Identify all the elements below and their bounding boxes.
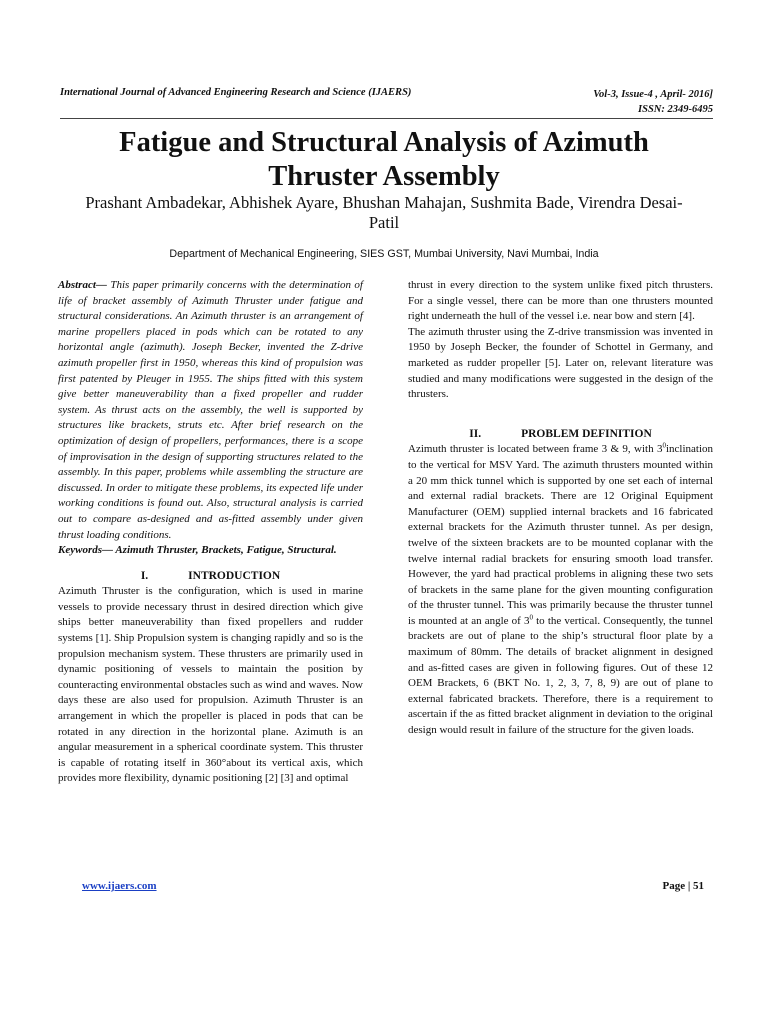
paper-title xyxy=(40,126,728,194)
problem-text-part: to the vertical. Consequently, the tunnel brackets are out of plane to the ship’s structural floor plate by a maximum of 80mm. The details of bracket alignment in designed and as-fitted cases are given in following figures. Out of these 12 OEM Brackets, 6 (BKT No. 1, 2, 3, 7, 8, 9) are out of plane to external fabricated brackets. Therefore, there is a requirement to ascertain if the as fitted bracket alignment in deviation to the original design would result in failure of the structure for the given loads. xyxy=(408,614,714,737)
section-number: II. xyxy=(469,427,482,440)
page-number: Page | 51 xyxy=(662,880,704,892)
problem-text-part: Azimuth thruster is located between frame 3 & 9, with 3 xyxy=(408,443,663,456)
section-number: I. xyxy=(140,569,149,582)
section-heading-introduction xyxy=(58,569,363,585)
abstract-label: Abstract— xyxy=(58,279,107,291)
authors-line-2: Patil xyxy=(368,213,400,232)
title-line-2: Thruster Assembly xyxy=(268,161,500,192)
abstract-text: This paper primarily concerns with the determination of life of bracket assembly of Azimuth Thruster under fatigue and structural considerations. An Azimuth thruster is an arrangement of marine propellers placed in pods which can be rotated to any horizontal angle (azimuth). Joseph Becker, invented the Z-drive azimuth propeller first in 1950, whereas this kind of propulsion was first patented by Pleuger in 1955. The ships fitted with this system give better maneuverability than a fixed propeller and rudder system. As thrust acts on the assembly, the well is supported by structures like brackets, struts etc. After brief research on the optimization of design of propellers, performances, there is a scope of improvisation in the design of supporting structures related to the assembly. In this paper, problems while assembling the structure are discussed. In order to mitigate these problems, its expected life under working conditions is found out. Also, structural analysis is carried out to compare as-designed and as-fitted assembly under given thrust loading conditions. xyxy=(58,279,363,541)
header-divider xyxy=(60,118,713,119)
degree-superscript: 0 xyxy=(529,613,533,622)
issn: ISSN: 2349-6495 xyxy=(638,104,713,115)
journal-website-link[interactable]: www.ijaers.com xyxy=(82,880,157,892)
journal-name: International Journal of Advanced Engineering Research and Science (IJAERS) xyxy=(60,87,412,98)
problem-text-part: inclination to the vertical for MSV Yard. The azimuth thrusters mounted within a 20 mm thick tunnel which is supported by one set each of internal and external radial brackets. There are 12 Original Equipment Manufacturer (OEM) supplied internal brackets and 16 fabricated external brackets for the Azimuth thruster tunnel. As per design, twelve of the sixteen brackets are to be mounted coplanar with the twelve internal radial brackets for ensuring smooth load transfer. However, the yard had practical problems in aligning these two sets of brackets in the same plane for the given mounting configuration of the thruster tunnel. This was primarily because the thruster tunnel is mounted at an angle of 3 xyxy=(408,443,713,627)
introduction-continued-p2: The azimuth thruster using the Z-drive transmission was invented in 1950 by Joseph Becker, the founder of Schottel in Germany, and marketed as rudder propeller [5]. Later on, relevant literature was studied and many modifications were suggested in the design of the thrusters. xyxy=(408,325,713,401)
abstract xyxy=(58,278,363,543)
section-title: PROBLEM DEFINITION xyxy=(521,427,652,440)
problem-definition-text xyxy=(408,442,713,738)
degree-superscript: 0 xyxy=(662,441,666,450)
right-column xyxy=(408,278,713,739)
volume-issue: Vol-3, Issue-4 , April- 2016] xyxy=(593,89,713,100)
keywords: Keywords— Azimuth Thruster, Brackets, Fatigue, Structural. xyxy=(58,544,337,557)
authors-line-1: Prashant Ambadekar, Abhishek Ayare, Bhushan Mahajan, Sushmita Bade, Virendra Desai- xyxy=(85,193,683,212)
volume-info xyxy=(593,87,713,117)
introduction-continued-p1: thrust in every direction to the system unlike fixed pitch thrusters. For a single vessel, there can be more than one thrusters mounted right underneath the hull of the vessel i.e. near bow and stern [4]. xyxy=(408,279,713,323)
left-column xyxy=(58,278,363,787)
introduction-text: Azimuth Thruster is the configuration, which is used in marine vessels to provide necessary thrust in desired direction which give ships better maneuverability than fixed propellers and rudder systems [1]. Ship Propulsion system is changing rapidly and so is the propulsion mechanism system. These thrusters are primarily used in dynamic positioning of vessels to maintain the position by counteracting environmental obstacles such as wind and waves. Now days these are also used for propulsion. Azimuth Thruster is an arrangement in which the propeller is placed in pods that can be rotated in any direction in the horizontal plane. Azimuth is an angular measurement in a spherical coordinate system. This thruster is capable of rotating itself in 360°about its vertical axis, which provides more flexibility, dynamic positioning [2] [3] and optimal xyxy=(58,585,363,785)
title-line-1: Fatigue and Structural Analysis of Azimuth xyxy=(119,127,649,158)
affiliation: Department of Mechanical Engineering, SIES GST, Mumbai University, Navi Mumbai, India xyxy=(169,248,599,260)
section-title: INTRODUCTION xyxy=(188,569,281,582)
author-list xyxy=(50,193,718,233)
section-heading-problem-definition xyxy=(408,427,713,443)
